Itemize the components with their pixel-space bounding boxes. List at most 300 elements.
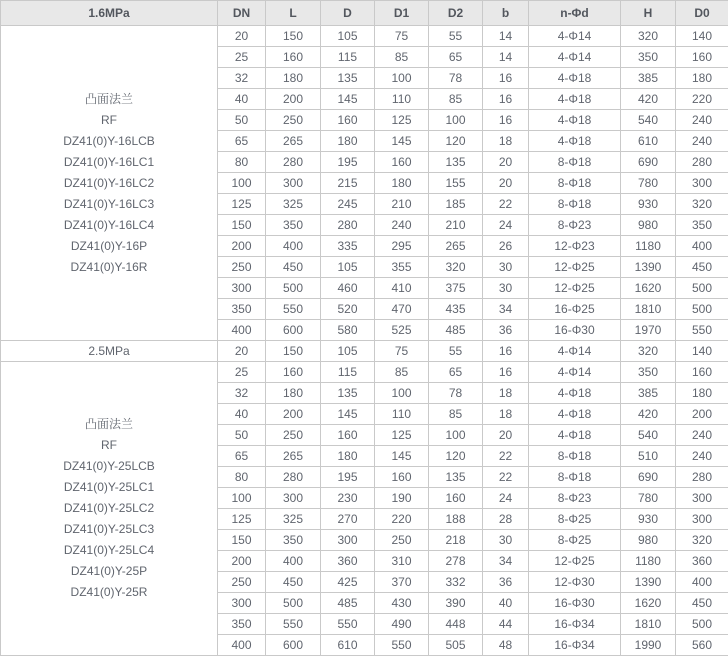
data-cell: 200 bbox=[676, 404, 728, 425]
data-cell: 400 bbox=[218, 635, 266, 656]
data-cell: 135 bbox=[429, 152, 483, 173]
data-cell: 78 bbox=[429, 383, 483, 404]
data-cell: 215 bbox=[321, 173, 375, 194]
data-cell: 350 bbox=[218, 299, 266, 320]
data-cell: 150 bbox=[218, 215, 266, 236]
data-cell: 550 bbox=[676, 320, 728, 341]
data-cell: 350 bbox=[266, 530, 321, 551]
data-cell: 180 bbox=[676, 68, 728, 89]
data-cell: 85 bbox=[375, 362, 429, 383]
data-cell: 34 bbox=[483, 551, 529, 572]
data-cell: 65 bbox=[429, 362, 483, 383]
data-cell: 1180 bbox=[621, 551, 676, 572]
data-cell: 24 bbox=[483, 215, 529, 236]
data-cell: 185 bbox=[429, 194, 483, 215]
data-cell: 55 bbox=[429, 26, 483, 47]
table-row bbox=[1, 341, 728, 362]
data-cell: 125 bbox=[375, 110, 429, 131]
data-cell: 8-Φ25 bbox=[529, 509, 621, 530]
data-cell: 400 bbox=[218, 320, 266, 341]
data-cell: 160 bbox=[375, 467, 429, 488]
data-cell: 40 bbox=[483, 593, 529, 614]
data-cell: 55 bbox=[429, 341, 483, 362]
data-cell: 350 bbox=[266, 215, 321, 236]
data-cell: 4-Φ14 bbox=[529, 341, 621, 362]
data-cell: 110 bbox=[375, 89, 429, 110]
data-cell: 980 bbox=[621, 215, 676, 236]
data-cell: 350 bbox=[676, 215, 728, 236]
data-cell: 25 bbox=[218, 362, 266, 383]
data-cell: 385 bbox=[621, 383, 676, 404]
data-cell: 48 bbox=[483, 635, 529, 656]
data-cell: 295 bbox=[375, 236, 429, 257]
data-cell: 400 bbox=[676, 572, 728, 593]
data-cell: 500 bbox=[266, 593, 321, 614]
data-cell: 80 bbox=[218, 152, 266, 173]
data-cell: 140 bbox=[676, 341, 728, 362]
data-cell: 600 bbox=[266, 320, 321, 341]
data-cell: 245 bbox=[321, 194, 375, 215]
data-cell: 75 bbox=[375, 341, 429, 362]
data-cell: 180 bbox=[321, 446, 375, 467]
data-cell: 250 bbox=[218, 572, 266, 593]
data-cell: 145 bbox=[375, 131, 429, 152]
data-cell: 320 bbox=[676, 530, 728, 551]
data-cell: 150 bbox=[218, 530, 266, 551]
data-cell: 550 bbox=[266, 299, 321, 320]
data-cell: 300 bbox=[266, 173, 321, 194]
data-cell: 16 bbox=[483, 89, 529, 110]
data-cell: 30 bbox=[483, 530, 529, 551]
data-cell: 435 bbox=[429, 299, 483, 320]
data-cell: 280 bbox=[676, 152, 728, 173]
data-cell: 350 bbox=[621, 47, 676, 68]
data-cell: 150 bbox=[266, 341, 321, 362]
data-cell: 4-Φ18 bbox=[529, 110, 621, 131]
data-cell: 180 bbox=[676, 383, 728, 404]
data-cell: 12-Φ25 bbox=[529, 551, 621, 572]
model-line: DZ41(0)Y-16LCB bbox=[63, 133, 155, 148]
data-cell: 550 bbox=[266, 614, 321, 635]
data-cell: 180 bbox=[266, 68, 321, 89]
data-cell: 780 bbox=[621, 173, 676, 194]
data-cell: 325 bbox=[266, 509, 321, 530]
model-line: DZ41(0)Y-16LC1 bbox=[63, 154, 155, 169]
data-cell: 34 bbox=[483, 299, 529, 320]
data-cell: 16-Φ34 bbox=[529, 614, 621, 635]
data-cell: 980 bbox=[621, 530, 676, 551]
data-cell: 280 bbox=[676, 467, 728, 488]
model-line: RF bbox=[101, 438, 117, 452]
data-cell: 110 bbox=[375, 404, 429, 425]
table-header-row bbox=[1, 1, 728, 26]
data-cell: 400 bbox=[676, 236, 728, 257]
model-line: DZ41(0)Y-25P bbox=[70, 564, 148, 578]
data-cell: 300 bbox=[676, 173, 728, 194]
data-cell: 280 bbox=[321, 215, 375, 236]
column-header: b bbox=[483, 1, 529, 26]
data-cell: 1620 bbox=[621, 593, 676, 614]
data-cell: 32 bbox=[218, 383, 266, 404]
column-header: D2 bbox=[429, 1, 483, 26]
data-cell: 400 bbox=[266, 236, 321, 257]
data-cell: 1180 bbox=[621, 236, 676, 257]
data-cell: 65 bbox=[218, 131, 266, 152]
data-cell: 350 bbox=[621, 362, 676, 383]
data-cell: 485 bbox=[429, 320, 483, 341]
model-line: 凸面法兰 bbox=[84, 417, 133, 431]
data-cell: 78 bbox=[429, 68, 483, 89]
data-cell: 335 bbox=[321, 236, 375, 257]
data-cell: 20 bbox=[483, 425, 529, 446]
data-cell: 85 bbox=[429, 89, 483, 110]
data-cell: 325 bbox=[266, 194, 321, 215]
data-cell: 150 bbox=[266, 26, 321, 47]
data-cell: 4-Φ18 bbox=[529, 68, 621, 89]
data-cell: 200 bbox=[218, 236, 266, 257]
data-cell: 210 bbox=[375, 194, 429, 215]
model-line: DZ41(0)Y-16P bbox=[70, 238, 148, 253]
data-cell: 4-Φ18 bbox=[529, 89, 621, 110]
data-cell: 120 bbox=[429, 446, 483, 467]
data-cell: 240 bbox=[375, 215, 429, 236]
data-cell: 450 bbox=[266, 257, 321, 278]
data-cell: 44 bbox=[483, 614, 529, 635]
data-cell: 135 bbox=[321, 68, 375, 89]
model-label-cell-25 bbox=[1, 362, 218, 656]
data-cell: 300 bbox=[266, 488, 321, 509]
data-cell: 160 bbox=[321, 110, 375, 131]
data-cell: 250 bbox=[266, 110, 321, 131]
data-cell: 8-Φ23 bbox=[529, 215, 621, 236]
data-cell: 65 bbox=[429, 47, 483, 68]
data-cell: 1390 bbox=[621, 572, 676, 593]
data-cell: 385 bbox=[621, 68, 676, 89]
data-cell: 115 bbox=[321, 47, 375, 68]
data-cell: 520 bbox=[321, 299, 375, 320]
data-cell: 140 bbox=[676, 26, 728, 47]
data-cell: 18 bbox=[483, 404, 529, 425]
data-cell: 12-Φ25 bbox=[529, 257, 621, 278]
data-cell: 425 bbox=[321, 572, 375, 593]
data-cell: 160 bbox=[429, 488, 483, 509]
data-cell: 1810 bbox=[621, 614, 676, 635]
data-cell: 210 bbox=[429, 215, 483, 236]
data-cell: 105 bbox=[321, 26, 375, 47]
model-line: DZ41(0)Y-16LC3 bbox=[63, 196, 155, 211]
data-cell: 135 bbox=[321, 383, 375, 404]
data-cell: 22 bbox=[483, 467, 529, 488]
data-cell: 105 bbox=[321, 257, 375, 278]
data-cell: 40 bbox=[218, 89, 266, 110]
pressure-label-2_5mpa: 2.5MPa bbox=[1, 341, 218, 362]
data-cell: 36 bbox=[483, 572, 529, 593]
data-cell: 1620 bbox=[621, 278, 676, 299]
data-cell: 355 bbox=[375, 257, 429, 278]
data-cell: 500 bbox=[676, 299, 728, 320]
data-cell: 485 bbox=[321, 593, 375, 614]
data-cell: 195 bbox=[321, 467, 375, 488]
data-cell: 930 bbox=[621, 194, 676, 215]
data-cell: 550 bbox=[321, 614, 375, 635]
data-cell: 320 bbox=[676, 194, 728, 215]
data-cell: 32 bbox=[218, 68, 266, 89]
data-cell: 155 bbox=[429, 173, 483, 194]
data-cell: 448 bbox=[429, 614, 483, 635]
data-cell: 120 bbox=[429, 131, 483, 152]
data-cell: 145 bbox=[321, 89, 375, 110]
data-cell: 410 bbox=[375, 278, 429, 299]
data-cell: 540 bbox=[621, 425, 676, 446]
data-cell: 8-Φ18 bbox=[529, 152, 621, 173]
data-cell: 12-Φ23 bbox=[529, 236, 621, 257]
data-cell: 135 bbox=[429, 467, 483, 488]
data-cell: 690 bbox=[621, 467, 676, 488]
data-cell: 105 bbox=[321, 341, 375, 362]
data-cell: 8-Φ23 bbox=[529, 488, 621, 509]
data-cell: 20 bbox=[483, 152, 529, 173]
data-cell: 500 bbox=[676, 614, 728, 635]
data-cell: 16 bbox=[483, 362, 529, 383]
data-cell: 145 bbox=[321, 404, 375, 425]
data-cell: 188 bbox=[429, 509, 483, 530]
data-cell: 125 bbox=[218, 509, 266, 530]
model-line: DZ41(0)Y-25LC3 bbox=[63, 522, 155, 536]
data-cell: 100 bbox=[429, 110, 483, 131]
data-cell: 100 bbox=[218, 488, 266, 509]
data-cell: 16 bbox=[483, 341, 529, 362]
data-cell: 8-Φ18 bbox=[529, 194, 621, 215]
data-cell: 36 bbox=[483, 320, 529, 341]
data-cell: 24 bbox=[483, 488, 529, 509]
data-cell: 1970 bbox=[621, 320, 676, 341]
data-cell: 100 bbox=[218, 173, 266, 194]
data-cell: 16-Φ25 bbox=[529, 299, 621, 320]
data-cell: 16-Φ34 bbox=[529, 635, 621, 656]
data-cell: 470 bbox=[375, 299, 429, 320]
data-cell: 240 bbox=[676, 425, 728, 446]
data-cell: 200 bbox=[218, 551, 266, 572]
table-row bbox=[1, 26, 728, 47]
data-cell: 75 bbox=[375, 26, 429, 47]
column-header: D bbox=[321, 1, 375, 26]
data-cell: 190 bbox=[375, 488, 429, 509]
data-cell: 610 bbox=[321, 635, 375, 656]
table-row bbox=[1, 362, 728, 383]
column-header: n-Φd bbox=[529, 1, 621, 26]
data-cell: 610 bbox=[621, 131, 676, 152]
data-cell: 12-Φ25 bbox=[529, 278, 621, 299]
data-cell: 26 bbox=[483, 236, 529, 257]
data-cell: 160 bbox=[321, 425, 375, 446]
data-cell: 65 bbox=[218, 446, 266, 467]
data-cell: 300 bbox=[676, 509, 728, 530]
data-cell: 195 bbox=[321, 152, 375, 173]
data-cell: 4-Φ14 bbox=[529, 26, 621, 47]
model-line: DZ41(0)Y-16R bbox=[70, 259, 148, 274]
data-cell: 360 bbox=[321, 551, 375, 572]
data-cell: 250 bbox=[266, 425, 321, 446]
data-cell: 250 bbox=[375, 530, 429, 551]
data-cell: 14 bbox=[483, 26, 529, 47]
data-cell: 360 bbox=[676, 551, 728, 572]
column-header: DN bbox=[218, 1, 266, 26]
data-cell: 370 bbox=[375, 572, 429, 593]
column-header: D0 bbox=[676, 1, 728, 26]
data-cell: 50 bbox=[218, 110, 266, 131]
model-label-cell-16 bbox=[1, 26, 218, 341]
data-cell: 25 bbox=[218, 47, 266, 68]
data-cell: 320 bbox=[621, 26, 676, 47]
data-cell: 240 bbox=[676, 446, 728, 467]
data-cell: 8-Φ18 bbox=[529, 173, 621, 194]
data-cell: 550 bbox=[375, 635, 429, 656]
data-cell: 420 bbox=[621, 89, 676, 110]
data-cell: 300 bbox=[676, 488, 728, 509]
data-cell: 600 bbox=[266, 635, 321, 656]
data-cell: 220 bbox=[676, 89, 728, 110]
table-body bbox=[1, 1, 728, 656]
data-cell: 16 bbox=[483, 110, 529, 131]
data-cell: 250 bbox=[218, 257, 266, 278]
model-line: DZ41(0)Y-16LC4 bbox=[63, 217, 155, 232]
data-cell: 160 bbox=[375, 152, 429, 173]
model-line: DZ41(0)Y-25LC1 bbox=[63, 480, 155, 494]
data-cell: 240 bbox=[676, 110, 728, 131]
data-cell: 8-Φ18 bbox=[529, 467, 621, 488]
data-cell: 1990 bbox=[621, 635, 676, 656]
data-cell: 4-Φ14 bbox=[529, 47, 621, 68]
data-cell: 160 bbox=[266, 362, 321, 383]
data-cell: 30 bbox=[483, 278, 529, 299]
data-cell: 240 bbox=[676, 131, 728, 152]
data-cell: 20 bbox=[483, 173, 529, 194]
data-cell: 100 bbox=[375, 68, 429, 89]
data-cell: 400 bbox=[266, 551, 321, 572]
data-cell: 500 bbox=[676, 278, 728, 299]
data-cell: 40 bbox=[218, 404, 266, 425]
data-cell: 265 bbox=[266, 446, 321, 467]
data-cell: 4-Φ14 bbox=[529, 362, 621, 383]
data-cell: 580 bbox=[321, 320, 375, 341]
data-cell: 220 bbox=[375, 509, 429, 530]
data-cell: 160 bbox=[676, 362, 728, 383]
data-cell: 145 bbox=[375, 446, 429, 467]
data-cell: 4-Φ18 bbox=[529, 383, 621, 404]
data-cell: 80 bbox=[218, 467, 266, 488]
data-cell: 30 bbox=[483, 257, 529, 278]
data-cell: 420 bbox=[621, 404, 676, 425]
data-cell: 278 bbox=[429, 551, 483, 572]
data-cell: 18 bbox=[483, 131, 529, 152]
data-cell: 265 bbox=[266, 131, 321, 152]
data-cell: 490 bbox=[375, 614, 429, 635]
model-line: DZ41(0)Y-25LCB bbox=[63, 459, 155, 473]
model-line: 凸面法兰 bbox=[84, 91, 133, 106]
data-cell: 450 bbox=[266, 572, 321, 593]
data-cell: 100 bbox=[375, 383, 429, 404]
data-cell: 16 bbox=[483, 68, 529, 89]
data-cell: 200 bbox=[266, 404, 321, 425]
data-cell: 310 bbox=[375, 551, 429, 572]
data-cell: 12-Φ30 bbox=[529, 572, 621, 593]
data-cell: 780 bbox=[621, 488, 676, 509]
data-cell: 525 bbox=[375, 320, 429, 341]
data-cell: 16-Φ30 bbox=[529, 320, 621, 341]
data-cell: 160 bbox=[266, 47, 321, 68]
model-line: DZ41(0)Y-16LC2 bbox=[63, 175, 155, 190]
data-cell: 50 bbox=[218, 425, 266, 446]
data-cell: 125 bbox=[218, 194, 266, 215]
data-cell: 510 bbox=[621, 446, 676, 467]
data-cell: 270 bbox=[321, 509, 375, 530]
column-header: D1 bbox=[375, 1, 429, 26]
data-cell: 8-Φ25 bbox=[529, 530, 621, 551]
data-cell: 18 bbox=[483, 383, 529, 404]
data-cell: 1390 bbox=[621, 257, 676, 278]
data-cell: 332 bbox=[429, 572, 483, 593]
column-header: L bbox=[266, 1, 321, 26]
data-cell: 450 bbox=[676, 257, 728, 278]
data-cell: 500 bbox=[266, 278, 321, 299]
data-cell: 300 bbox=[218, 278, 266, 299]
pressure-label-1_6mpa: 1.6MPa bbox=[1, 1, 218, 26]
data-cell: 390 bbox=[429, 593, 483, 614]
data-cell: 560 bbox=[676, 635, 728, 656]
data-cell: 375 bbox=[429, 278, 483, 299]
data-cell: 115 bbox=[321, 362, 375, 383]
data-cell: 218 bbox=[429, 530, 483, 551]
data-cell: 690 bbox=[621, 152, 676, 173]
data-cell: 20 bbox=[218, 341, 266, 362]
data-cell: 300 bbox=[321, 530, 375, 551]
data-cell: 430 bbox=[375, 593, 429, 614]
data-cell: 20 bbox=[218, 26, 266, 47]
data-cell: 460 bbox=[321, 278, 375, 299]
data-cell: 16-Φ30 bbox=[529, 593, 621, 614]
data-cell: 230 bbox=[321, 488, 375, 509]
data-cell: 8-Φ18 bbox=[529, 446, 621, 467]
data-cell: 200 bbox=[266, 89, 321, 110]
data-cell: 320 bbox=[621, 341, 676, 362]
data-cell: 180 bbox=[375, 173, 429, 194]
model-line: DZ41(0)Y-25LC4 bbox=[63, 543, 155, 557]
data-cell: 300 bbox=[218, 593, 266, 614]
data-cell: 4-Φ18 bbox=[529, 131, 621, 152]
data-cell: 28 bbox=[483, 509, 529, 530]
data-cell: 160 bbox=[676, 47, 728, 68]
data-cell: 4-Φ18 bbox=[529, 425, 621, 446]
data-cell: 125 bbox=[375, 425, 429, 446]
data-cell: 85 bbox=[429, 404, 483, 425]
data-cell: 14 bbox=[483, 47, 529, 68]
data-cell: 22 bbox=[483, 194, 529, 215]
data-cell: 1810 bbox=[621, 299, 676, 320]
data-cell: 100 bbox=[429, 425, 483, 446]
data-cell: 22 bbox=[483, 446, 529, 467]
data-cell: 4-Φ18 bbox=[529, 404, 621, 425]
data-cell: 450 bbox=[676, 593, 728, 614]
data-cell: 930 bbox=[621, 509, 676, 530]
data-cell: 180 bbox=[266, 383, 321, 404]
data-cell: 265 bbox=[429, 236, 483, 257]
data-cell: 180 bbox=[321, 131, 375, 152]
column-header: H bbox=[621, 1, 676, 26]
data-cell: 280 bbox=[266, 467, 321, 488]
data-cell: 505 bbox=[429, 635, 483, 656]
model-line: DZ41(0)Y-25R bbox=[70, 585, 148, 599]
model-line: RF bbox=[101, 112, 117, 127]
